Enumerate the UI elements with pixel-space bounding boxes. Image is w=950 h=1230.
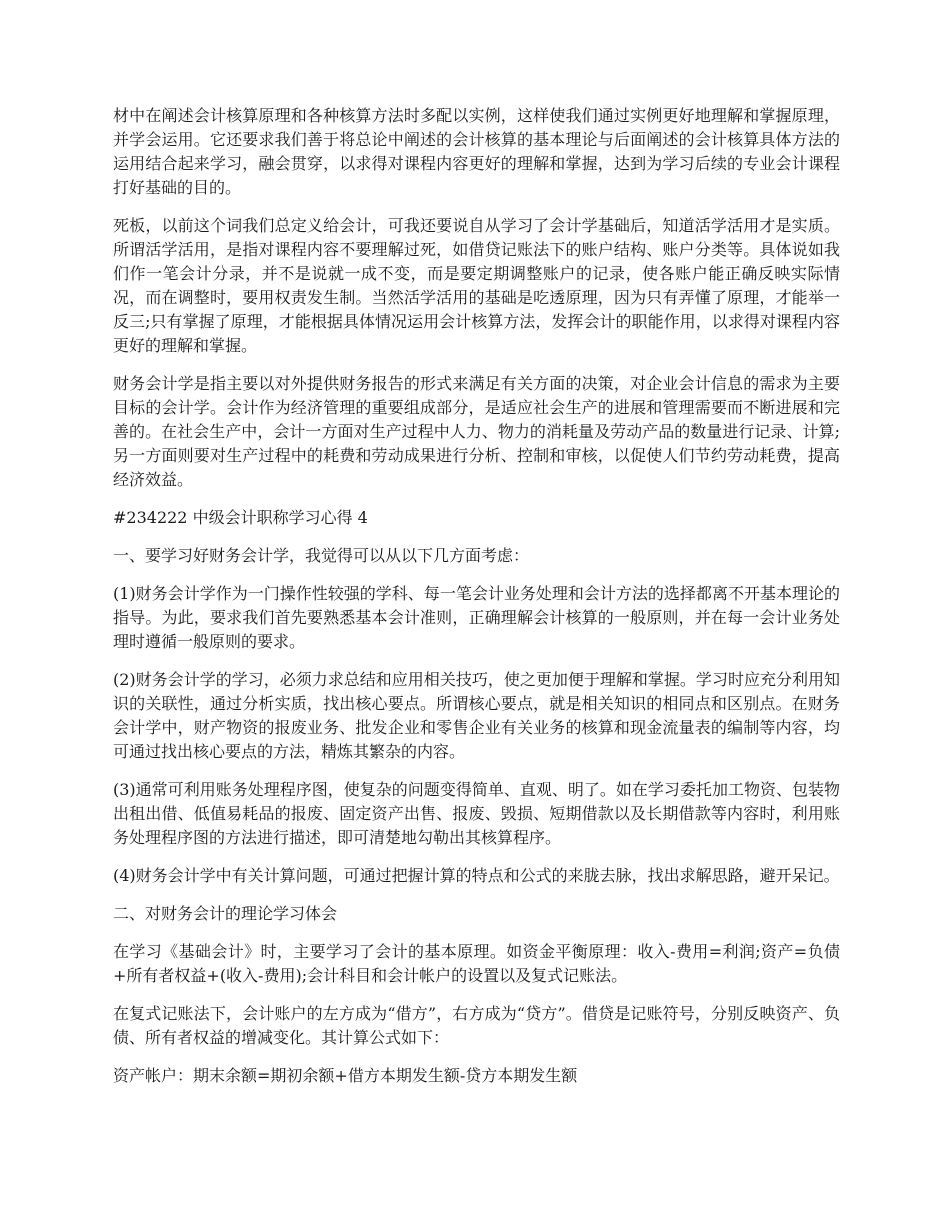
list-item-2: (2)财务会计学的学习，必须力求总结和应用相关技巧，使之更加便于理解和掌握。学习时应充分利用知识的关联性，通过分析实质，找出核心要点。所谓核心要点，就是相关知识的相同点和区别点。在财务会计学中，财产物资的报废业务、批发企业和零售企业有关业务的核算和现金流量表的编制等内容，均可通过找出核心要点的方法，精炼其繁杂的内容。 [113, 670, 840, 761]
heading-part-two: 二、对财务会计的理论学习体会 [113, 904, 338, 923]
section-heading-article-4: #234222 中级会计职称学习心得 4 [113, 508, 368, 527]
paragraph-flexible-learning: 死板，以前这个词我们总定义给会计，可我还要说自从学习了会计学基础后，知道活学活用才是实质。所谓活学活用，是指对课程内容不要理解过死，如借贷记账法下的账户结构、账户分类等。具体说如我们作一笔会计分录，并不是说就一成不变，而是要定期调整账户的记录，使各账户能正确反映实际情况，而在调整时，要用权责发生制。当然活学活用的基础是吃透原理，因为只有弄懂了原理，才能举一反三;只有掌握了原理，才能根据具体情况运用会计核算方法，发挥会计的职能作用，以求得对课程内容更好的理解和掌握。 [113, 216, 840, 355]
paragraph-financial-accounting-definition: 财务会计学是指主要以对外提供财务报告的形式来满足有关方面的决策，对企业会计信息的需求为主要目标的会计学。会计作为经济管理的重要组成部分，是适应社会生产的进展和管理需要而不断进展和完善的。在社会生产中，会计一方面对生产过程中人力、物力的消耗量及劳动产品的数量进行记录、计算;另一方面则要对生产过程中的耗费和劳动成果进行分析、控制和审核，以促使人们节约劳动耗费，提高经济效益。 [113, 374, 840, 489]
list-item-3: (3)通常可利用账务处理程序图，使复杂的问题变得简单、直观、明了。如在学习委托加工物资、包装物出租出借、低值易耗品的报废、固定资产出售、报废、毁损、短期借款以及长期借款等内容时，利用账务处理程序图的方法进行描述，即可清楚地勾勒出其核算程序。 [113, 780, 840, 847]
list-item-4: (4)财务会计学中有关计算问题，可通过把握计算的特点和公式的来胧去脉，找出求解思路，避开呆记。 [113, 866, 840, 885]
paragraph-asset-formula: 资产帐户：期末余额=期初余额+借方本期发生额-贷方本期发生额 [113, 1066, 578, 1085]
paragraph-continuation-intro: 材中在阐述会计核算原理和各种核算方法时多配以实例，这样使我们通过实例更好地理解和掌握原理，并学会运用。它还要求我们善于将总论中阐述的会计核算的基本理论与后面阐述的会计核算具体方法的运用结合起来学习，融会贯穿，以求得对课程内容更好的理解和掌握，达到为学习后续的专业会计课程打好基础的目的。 [113, 106, 840, 197]
list-item-1: (1)财务会计学作为一门操作性较强的学科、每一笔会计业务处理和会计方法的选择都离不开基本理论的指导。为此，要求我们首先要熟悉基本会计准则，正确理解会计核算的一般原则，并在每一会计业务处理时遵循一般原则的要求。 [113, 584, 840, 651]
heading-part-one: 一、要学习好财务会计学，我觉得可以从以下几方面考虑： [113, 546, 530, 565]
paragraph-basic-principles: 在学习《基础会计》时，主要学习了会计的基本原理。如资金平衡原理：收入-费用=利润;资产=负债+所有者权益+(收入-费用);会计科目和会计帐户的设置以及复式记账法。 [113, 942, 840, 985]
paragraph-double-entry: 在复式记账法下，会计账户的左方成为“借方”，右方成为“贷方”。借贷是记账符号，分别反映资产、负债、所有者权益的增减变化。其计算公式如下： [113, 1004, 840, 1047]
document-body [113, 104, 840, 1102]
